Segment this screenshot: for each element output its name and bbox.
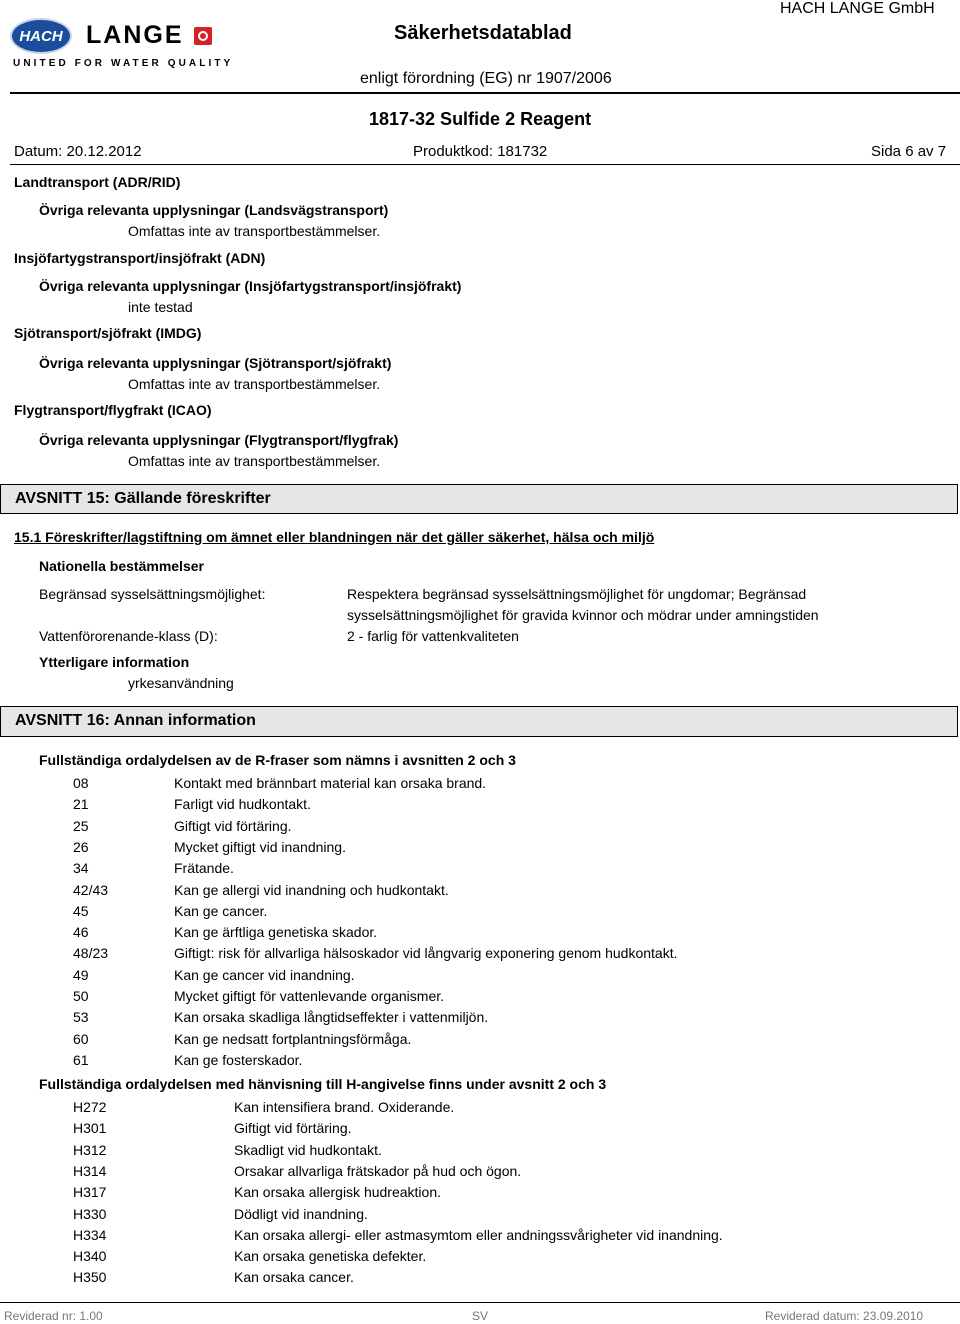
r-phrase-text: Kan ge cancer vid inandning. xyxy=(174,966,355,983)
adn-value: inte testad xyxy=(128,299,193,315)
h-phrase-code: H314 xyxy=(73,1162,107,1179)
footer-rule xyxy=(0,1302,960,1303)
r-phrase-text: Mycket giftigt för vattenlevande organismer. xyxy=(174,988,445,1004)
adn-label: Övriga relevanta upplysningar (Insjöfartygstransport/insjöfrakt) xyxy=(39,278,462,294)
further-info-value: yrkesanvändning xyxy=(128,675,234,691)
r-phrase-code: 21 xyxy=(73,796,89,813)
r-phrase-text: Kan orsaka skadliga långtidseffekter i vattenmiljön. xyxy=(174,1009,489,1026)
product-code: Produktkod: 181732 xyxy=(413,143,548,160)
section-16-title: AVSNITT 16: Annan information xyxy=(15,712,256,729)
restricted-value-line1: Respektera begränsad sysselsättningsmöjlighet för ungdomar; Begränsad xyxy=(347,586,807,602)
h-phrase-code: H272 xyxy=(73,1099,107,1115)
language-code: SV xyxy=(472,1309,489,1323)
r-phrase-text: Kan ge fosterskador. xyxy=(174,1051,303,1068)
r-phrase-code: 46 xyxy=(73,924,89,941)
section-15-title: AVSNITT 15: Gällande föreskrifter xyxy=(15,490,271,507)
revised-date: Reviderad datum: 23.09.2010 xyxy=(765,1309,924,1323)
national-regulations: Nationella bestämmelser xyxy=(39,558,204,574)
r-phrase-code: 49 xyxy=(73,966,89,983)
r-phrase-text: Farligt vid hudkontakt. xyxy=(174,796,311,813)
icao-label: Övriga relevanta upplysningar (Flygtransport/flygfrak) xyxy=(39,432,399,448)
h-phrase-code: H317 xyxy=(73,1184,107,1201)
r-phrase-code: 48/23 xyxy=(73,945,109,962)
r-phrase-text: Kan ge cancer. xyxy=(174,902,268,919)
regulation: enligt förordning (EG) nr 1907/2006 xyxy=(360,70,612,87)
imdg-label: Övriga relevanta upplysningar (Sjötransport/sjöfrakt) xyxy=(39,355,392,371)
r-phrase-text: Frätande. xyxy=(174,860,234,877)
company-name: HACH LANGE GmbH xyxy=(780,0,935,17)
section-15-bar xyxy=(0,484,958,514)
h-phrase-text: Kan orsaka allergisk hudreaktion. xyxy=(234,1184,442,1201)
h-phrase-code: H334 xyxy=(73,1226,107,1243)
hach-logo: HACH xyxy=(10,18,72,54)
document-title: Säkerhetsdatablad xyxy=(394,22,572,44)
h-phrase-code: H312 xyxy=(73,1141,107,1158)
h-phrase-text: Kan orsaka allergi- eller astmasymtom eller andningssvårigheter vid inandning. xyxy=(234,1226,723,1243)
h-phrase-text: Orsakar allvarliga frätskador på hud och ögon. xyxy=(234,1162,522,1179)
restricted-value-line2: sysselsättningsmöjlighet för gravida kvinnor och mödrar under amningstiden xyxy=(347,607,819,623)
h-phrase-code: H350 xyxy=(73,1269,107,1286)
adr-value: Omfattas inte av transportbestämmelser. xyxy=(128,223,381,239)
header-bottom-rule xyxy=(10,164,960,165)
r-phrase-code: 42/43 xyxy=(73,881,109,898)
h-phrase-text: Kan intensifiera brand. Oxiderande. xyxy=(234,1099,455,1115)
r-phrase-code: 53 xyxy=(73,1009,89,1026)
r-phrase-text: Kan ge nedsatt fortplantningsförmåga. xyxy=(174,1030,412,1047)
document-date: Datum: 20.12.2012 xyxy=(14,143,142,160)
section-16-bar xyxy=(0,706,958,737)
adr-label: Övriga relevanta upplysningar (Landsvägstransport) xyxy=(39,202,389,218)
section-15-1-heading: 15.1 Föreskrifter/lagstiftning om ämnet eller blandningen när det gäller säkerhet, hälsa och miljö xyxy=(14,529,655,545)
lange-logo-text: LANGE xyxy=(86,21,184,49)
h-phrases-heading: Fullständiga ordalydelsen med hänvisning till H-angivelse finns under avsnitt 2 och 3 xyxy=(39,1076,607,1092)
wgk-label: Vattenförorenande-klass (D): xyxy=(39,628,218,644)
h-phrase-text: Dödligt vid inandning. xyxy=(234,1205,368,1222)
header-rule xyxy=(10,92,960,94)
h-phrase-text: Giftigt vid förtäring. xyxy=(234,1120,352,1137)
h-phrase-code: H301 xyxy=(73,1120,107,1137)
h-phrase-text: Kan orsaka genetiska defekter. xyxy=(234,1248,427,1265)
imdg-heading: Sjötransport/sjöfrakt (IMDG) xyxy=(14,325,202,341)
h-phrase-text: Skadligt vid hudkontakt. xyxy=(234,1141,382,1158)
imdg-value: Omfattas inte av transportbestämmelser. xyxy=(128,376,381,392)
r-phrase-code: 25 xyxy=(73,817,89,834)
adr-heading: Landtransport (ADR/RID) xyxy=(14,174,181,190)
h-phrase-text: Kan orsaka cancer. xyxy=(234,1269,354,1286)
restricted-label: Begränsad sysselsättningsmöjlighet: xyxy=(39,586,266,602)
r-phrase-text: Giftigt: risk för allvarliga hälsoskador vid långvarig exponering genom hudkontakt. xyxy=(174,945,678,962)
r-phrase-code: 50 xyxy=(73,988,89,1004)
r-phrases-heading: Fullständiga ordalydelsen av de R-fraser som nämns i avsnitten 2 och 3 xyxy=(39,752,516,768)
further-info-heading: Ytterligare information xyxy=(39,654,190,670)
r-phrase-code: 60 xyxy=(73,1030,89,1047)
r-phrase-text: Kan ge ärftliga genetiska skador. xyxy=(174,924,378,941)
r-phrase-text: Kontakt med brännbart material kan orsaka brand. xyxy=(174,775,487,791)
lange-logo-mark xyxy=(194,27,212,45)
r-phrase-text: Giftigt vid förtäring. xyxy=(174,817,292,834)
icao-heading: Flygtransport/flygfrakt (ICAO) xyxy=(14,402,212,418)
r-phrase-code: 34 xyxy=(73,860,89,877)
r-phrase-code: 45 xyxy=(73,902,89,919)
r-phrase-code: 08 xyxy=(73,775,89,791)
r-phrase-code: 26 xyxy=(73,838,89,855)
r-phrase-text: Mycket giftigt vid inandning. xyxy=(174,838,346,855)
revision-number: Reviderad nr: 1.00 xyxy=(4,1309,103,1323)
icao-value: Omfattas inte av transportbestämmelser. xyxy=(128,453,381,469)
product-name: 1817-32 Sulfide 2 Reagent xyxy=(369,109,592,129)
logo-tagline: UNITED FOR WATER QUALITY xyxy=(13,58,234,69)
wgk-value: 2 - farlig för vattenkvaliteten xyxy=(347,628,519,644)
h-phrase-code: H330 xyxy=(73,1205,107,1222)
h-phrase-code: H340 xyxy=(73,1248,107,1265)
r-phrase-text: Kan ge allergi vid inandning och hudkontakt. xyxy=(174,881,449,898)
r-phrase-code: 61 xyxy=(73,1051,89,1068)
page-number: Sida 6 av 7 xyxy=(871,143,947,160)
adn-heading: Insjöfartygstransport/insjöfrakt (ADN) xyxy=(14,250,266,266)
